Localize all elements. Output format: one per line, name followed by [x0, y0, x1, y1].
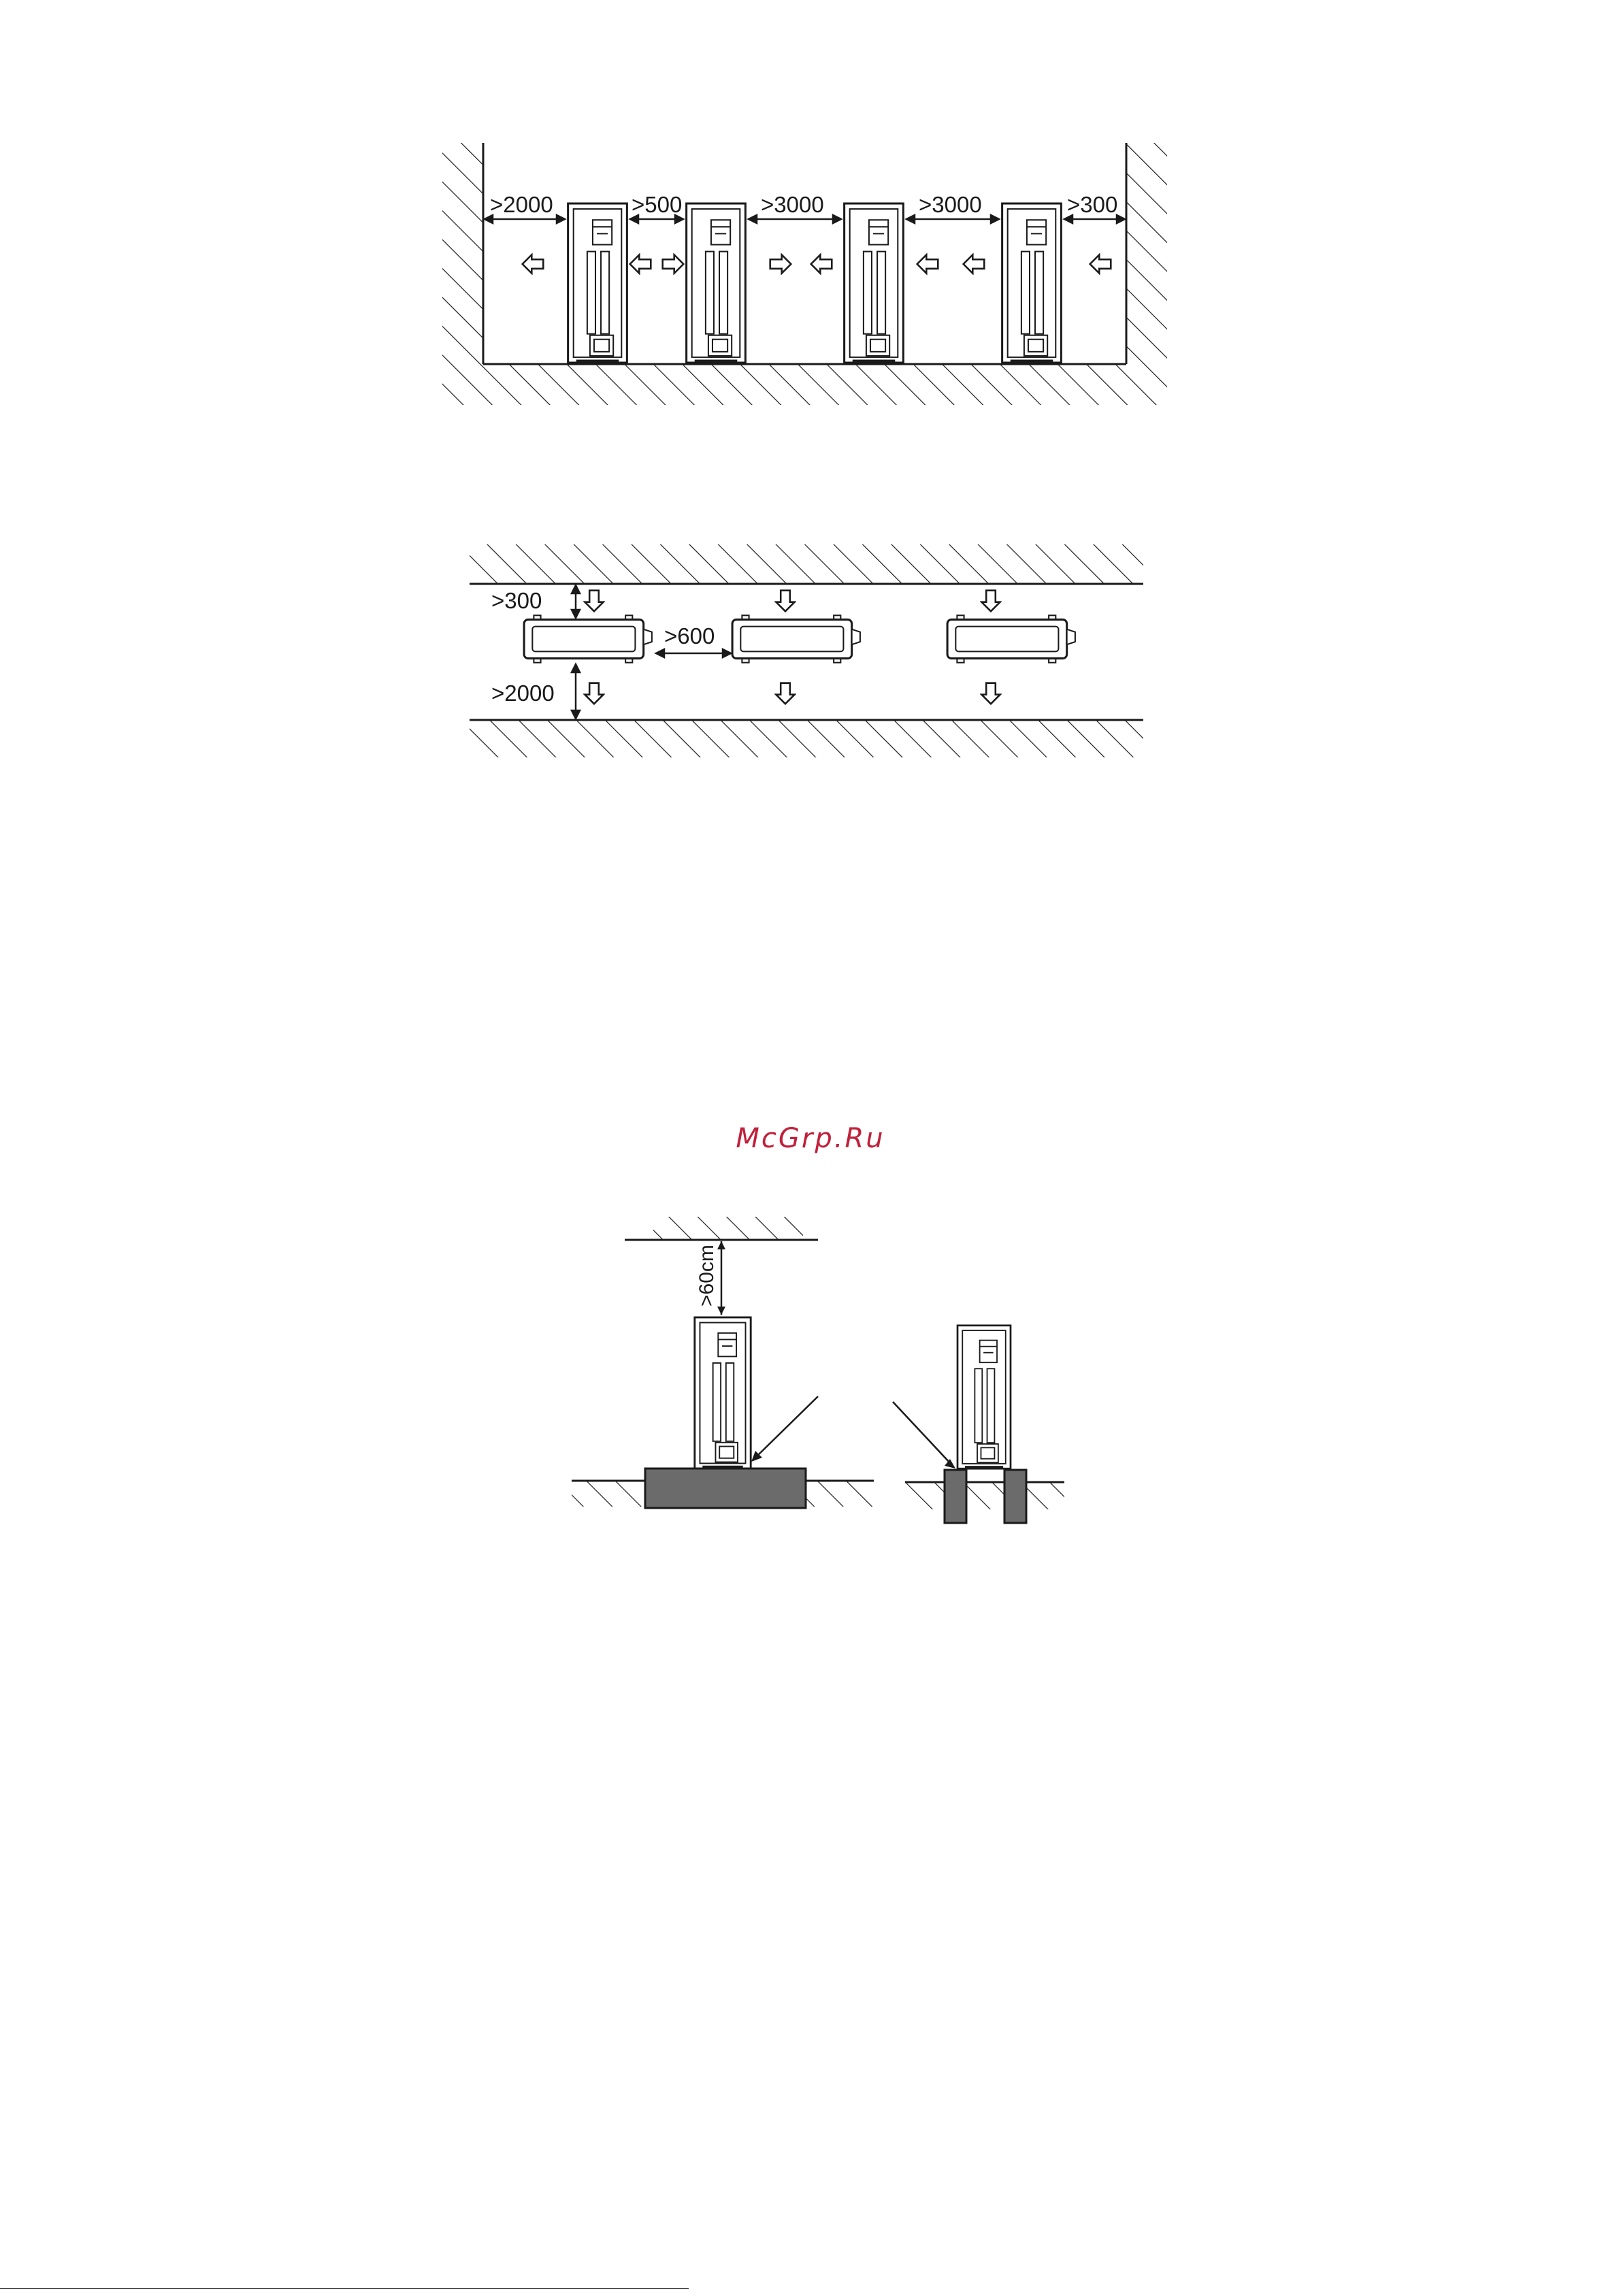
- dim-label-between: >600: [664, 623, 715, 649]
- dim-label-bottom: >2000: [491, 680, 555, 706]
- watermark: McGrp.Ru: [736, 1123, 885, 1154]
- airflow-arrow-icon: [1090, 255, 1111, 273]
- dim-label-5: >300: [1067, 192, 1118, 217]
- bottom-wall-hatch: [470, 720, 1143, 757]
- dim-arrowhead: [717, 1307, 725, 1315]
- outdoor-unit-1: [568, 203, 627, 363]
- clearance-label: >60cm: [695, 1245, 718, 1307]
- dim-label-3: >3000: [761, 192, 824, 217]
- airflow-arrow-icon: [663, 255, 684, 273]
- airflow-arrow-icon: [981, 591, 1000, 612]
- ground-hatch-left-2: [905, 1482, 945, 1509]
- airflow-arrow-icon: [811, 255, 832, 273]
- airflow-arrow-icon: [630, 255, 651, 273]
- airflow-arrow-icon: [964, 255, 985, 273]
- support-post-left: [945, 1470, 966, 1523]
- left-wall-hatch: [442, 143, 483, 364]
- dim-arrowhead: [717, 1241, 725, 1249]
- airflow-arrow-icon: [981, 683, 1000, 704]
- ground-hatch-mid-2: [966, 1482, 1004, 1509]
- outdoor-unit-on-supports: [957, 1326, 1011, 1469]
- airflow-arrow-icon: [917, 255, 938, 273]
- outdoor-unit-top-3: [947, 615, 1075, 662]
- outdoor-unit-on-base: [695, 1317, 751, 1469]
- ground-hatch-right-2: [1026, 1482, 1064, 1509]
- outdoor-unit-top-1: [524, 615, 652, 662]
- ground-hatch-right: [806, 1481, 874, 1507]
- dim-label-top: >300: [491, 588, 542, 613]
- outdoor-unit-top-2: [732, 615, 860, 662]
- dim-label-1: >2000: [490, 192, 553, 217]
- airflow-arrow-icon: [523, 255, 544, 273]
- outdoor-unit-3: [845, 203, 904, 363]
- dim-label-4: >3000: [919, 192, 982, 217]
- concrete-base: [645, 1469, 806, 1508]
- bolt-pointer-arrowhead-2: [945, 1459, 955, 1469]
- outdoor-unit-4: [1002, 203, 1062, 363]
- bolt-pointer-line: [755, 1396, 818, 1458]
- top-wall-hatch: [470, 544, 1143, 584]
- bolt-pointer-line-2: [893, 1402, 951, 1464]
- outdoor-unit-2: [687, 203, 746, 363]
- ground-hatch-left: [572, 1481, 645, 1507]
- figure-2-top-view-clearance: [470, 544, 1143, 757]
- airflow-arrow-icon: [776, 683, 794, 704]
- figure-1-row-clearance: [442, 143, 1167, 405]
- right-wall-hatch: [1126, 143, 1167, 364]
- airflow-arrow-icon: [770, 255, 791, 273]
- dim-label-2: >500: [632, 192, 683, 217]
- support-post-right: [1004, 1470, 1026, 1523]
- airflow-arrow-icon: [585, 591, 603, 612]
- floor-hatch: [442, 364, 1167, 405]
- airflow-arrow-icon: [585, 683, 603, 704]
- figure-3-mounting: [572, 1217, 1064, 1523]
- ceiling-hatch: [653, 1217, 803, 1240]
- footer-rule: [0, 2288, 689, 2289]
- airflow-arrow-icon: [776, 591, 794, 612]
